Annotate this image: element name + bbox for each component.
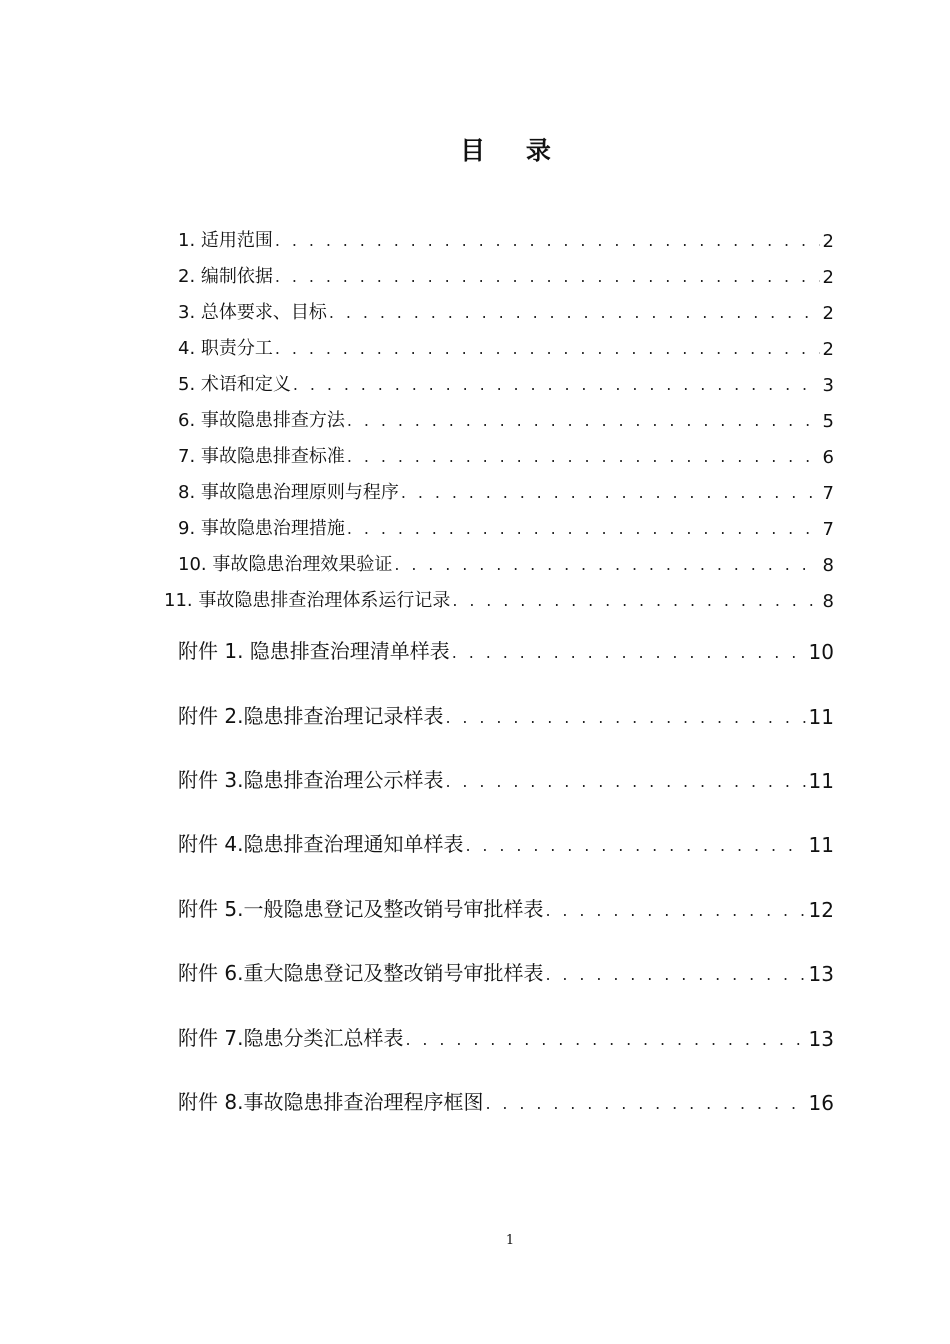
annex-entry-label: 附件 3.隐患排查治理公示样表	[178, 768, 444, 792]
toc-entry[interactable]	[164, 584, 834, 612]
annex-entry[interactable]	[178, 697, 834, 729]
toc-entry-label: 5. 术语和定义	[178, 374, 291, 395]
annex-entry[interactable]	[178, 890, 834, 922]
toc-entry[interactable]	[178, 404, 834, 432]
annex-entry-page: 11	[808, 705, 834, 729]
toc-entry[interactable]	[178, 512, 834, 540]
annex-entry-page: 16	[808, 1091, 834, 1115]
toc-entry[interactable]	[178, 224, 834, 252]
dot-leader	[445, 710, 805, 729]
toc-entry-page: 2	[822, 303, 834, 324]
toc-entry[interactable]	[178, 440, 834, 468]
toc-entry[interactable]	[178, 548, 834, 576]
annex-entry-page: 13	[808, 1027, 834, 1051]
annex-entry-label: 附件 4.隐患排查治理通知单样表	[178, 832, 464, 856]
dot-leader	[347, 521, 820, 540]
dot-leader	[405, 1032, 805, 1051]
toc-entry-label: 10. 事故隐患治理效果验证	[178, 554, 393, 575]
dot-leader	[401, 485, 820, 504]
page-title: 目 录	[460, 136, 567, 165]
dot-leader	[347, 449, 820, 468]
toc-entry-label: 7. 事故隐患排查标准	[178, 446, 345, 467]
toc-entry-label: 9. 事故隐患治理措施	[178, 518, 345, 539]
dot-leader	[275, 341, 820, 360]
toc-entry[interactable]	[178, 476, 834, 504]
annex-entry-label: 附件 7.隐患分类汇总样表	[178, 1026, 404, 1050]
annex-entry-label: 附件 8.事故隐患排查治理程序框图	[178, 1090, 484, 1114]
toc-entry[interactable]	[178, 332, 834, 360]
dot-leader	[329, 305, 820, 324]
toc-entry-label: 11. 事故隐患排查治理体系运行记录	[164, 590, 451, 611]
toc-entry-page: 7	[822, 483, 834, 504]
toc-entry-page: 5	[822, 411, 834, 432]
toc-entry-label: 4. 职责分工	[178, 338, 273, 359]
annex-entry[interactable]	[178, 761, 834, 793]
dot-leader	[347, 413, 820, 432]
dot-leader	[452, 645, 806, 664]
dot-leader	[275, 233, 820, 252]
toc-entry-page: 2	[822, 339, 834, 360]
toc-entry-page: 2	[822, 267, 834, 288]
toc-entry-label: 6. 事故隐患排查方法	[178, 410, 345, 431]
annex-entry[interactable]	[178, 1019, 834, 1051]
annex-entry-label: 附件 6.重大隐患登记及整改销号审批样表	[178, 961, 544, 985]
dot-leader	[465, 838, 805, 857]
dot-leader	[545, 967, 805, 986]
annex-entry-page: 13	[808, 962, 834, 986]
annex-entry-label: 附件 5.一般隐患登记及整改销号审批样表	[178, 897, 544, 921]
toc-entry-page: 8	[822, 555, 834, 576]
annex-entry[interactable]	[178, 632, 834, 664]
page-number: 1	[505, 1233, 515, 1248]
toc-entry[interactable]	[178, 368, 834, 396]
dot-leader	[275, 269, 820, 288]
dot-leader	[452, 593, 819, 612]
toc-entry[interactable]	[178, 260, 834, 288]
dot-leader	[394, 557, 819, 576]
dot-leader	[445, 774, 805, 793]
annex-entry[interactable]	[178, 954, 834, 986]
annex-entry-page: 11	[808, 769, 834, 793]
annex-entry[interactable]	[178, 1083, 834, 1115]
toc-entry-label: 3. 总体要求、目标	[178, 302, 327, 323]
annex-entry-page: 11	[808, 833, 834, 857]
toc-entry-label: 1. 适用范围	[178, 230, 273, 251]
toc-entry-label: 8. 事故隐患治理原则与程序	[178, 482, 399, 503]
toc-entry-page: 8	[822, 591, 834, 612]
annex-entry-page: 10	[808, 640, 834, 664]
toc-entry[interactable]	[178, 296, 834, 324]
toc-entry-page: 2	[822, 231, 834, 252]
toc-entry-page: 7	[822, 519, 834, 540]
dot-leader	[293, 377, 820, 396]
annex-entry-page: 12	[808, 898, 834, 922]
annex-entry-label: 附件 2.隐患排查治理记录样表	[178, 704, 444, 728]
toc-entry-label: 2. 编制依据	[178, 266, 273, 287]
toc-entry-page: 6	[822, 447, 834, 468]
annex-entry[interactable]	[178, 825, 834, 857]
dot-leader	[545, 903, 805, 922]
dot-leader	[485, 1096, 805, 1115]
toc-entry-page: 3	[822, 375, 834, 396]
annex-entry-label: 附件 1. 隐患排查治理清单样表	[178, 639, 450, 663]
